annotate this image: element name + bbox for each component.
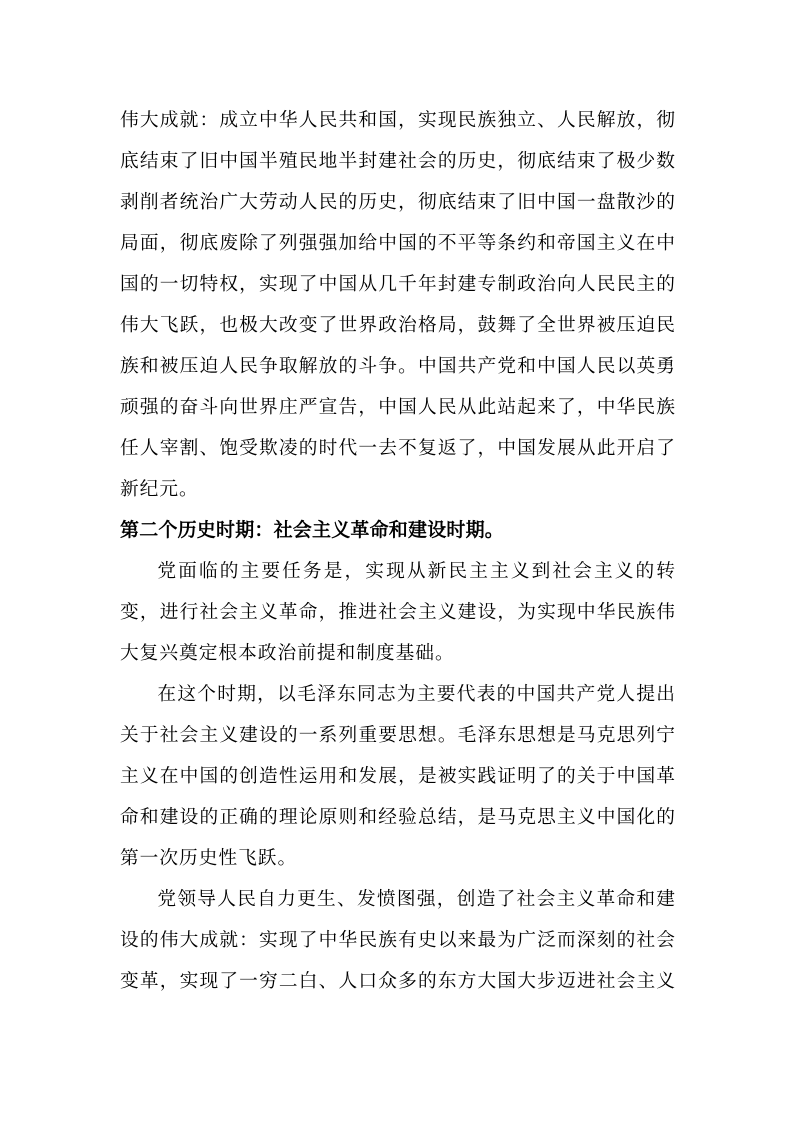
paragraph: 党领导人民自力更生、发愤图强，创造了社会主义革命和建设的伟大成就：实现了中华民族有史以来最为广泛而深刻的社会变革，实现了一穷二白、人口众多的东方大国大步迈进社会主义 [120,889,676,992]
section-heading: 第二个历史时期：社会主义革命和建设时期。 [120,519,505,541]
paragraph: 党面临的主要任务是，实现从新民主主义到社会主义的转变，进行社会主义革命，推进社会主义建设，为实现中华民族伟大复兴奠定根本政治前提和制度基础。 [120,561,676,664]
paragraph: 在这个时期，以毛泽东同志为主要代表的中国共产党人提出关于社会主义建设的一系列重要思想。毛泽东思想是马克思列宁主义在中国的创造性运用和发展，是被实践证明了的关于中国革命和建设的正确的理论原则和经验总结，是马克思主义中国化的第一次历史性飞跃。 [120,684,676,869]
page-content [120,100,676,1002]
paragraph-continuation: 伟大成就：成立中华人民共和国，实现民族独立、人民解放，彻底结束了旧中国半殖民地半封建社会的历史，彻底结束了极少数剥削者统治广大劳动人民的历史，彻底结束了旧中国一盘散沙的局面，彻底废除了列强强加给中国的不平等条约和帝国主义在中国的一切特权，实现了中国从几千年封建专制政治向人民民主的伟大飞跃，也极大改变了世界政治格局，鼓舞了全世界被压迫民族和被压迫人民争取解放的斗争。中国共产党和中国人民以英勇顽强的奋斗向世界庄严宣告，中国人民从此站起来了，中华民族任人宰割、饱受欺凌的时代一去不复返了，中国发展从此开启了新纪元。 [120,110,676,500]
